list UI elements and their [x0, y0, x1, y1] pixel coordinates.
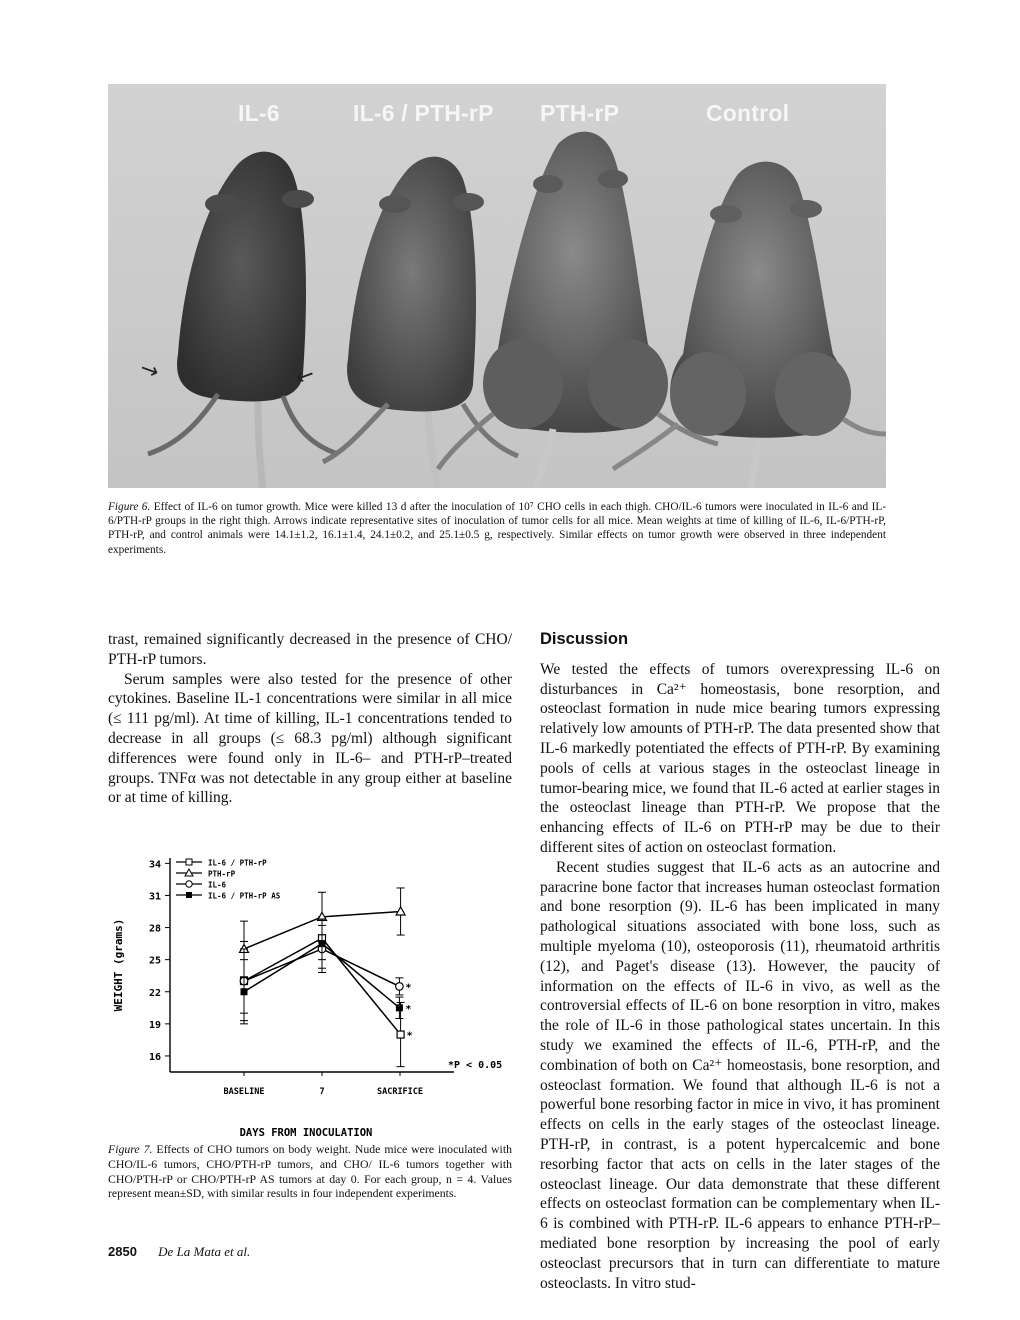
figure-7-chart	[104, 850, 524, 1140]
figure-7-caption	[108, 1142, 512, 1201]
photo-label-pthrp: PTH-rP	[540, 100, 620, 126]
left-column	[108, 630, 512, 808]
legend-label: IL-6	[208, 880, 227, 890]
y-tick-label: 22	[148, 987, 161, 999]
right-paragraph-2: Recent studies suggest that IL-6 acts as an autocrine and paracrine bone factor that increases human osteoclast formation and bone resorption (9). IL-6 has been implicated in many pathological situations associated with bone loss, such as multiple myeloma (10), osteoporosis (11), rheumatoid arthritis (12), and Paget's disease (13). However, the paucity of information on the effects of IL-6 in vivo, as well as the controversial effects of IL-6 on bone resorption in vitro, makes the role of IL-6 in those pathological states uncertain. In this study we examined the effects of IL-6, PTH-rP, and the combination of both on Ca²⁺ homeostasis, bone resorption, and osteoclast formation. We found that although IL-6 is not a powerful bone resorbing factor in mice in vivo, it has prominent effects on cells in the early stages of the osteoclast lineage. PTH-rP, in contrast, is a potent hypercalcemic and bone resorbing factor that acts on cells in the later stages of the osteoclast lineage. Our data demonstrate that these different effects on osteoclast formation can be complementary when IL-6 is combined with PTH-rP. IL-6 appears to enhance PTH-rP–mediated bone resorption by increasing the pool of early osteoclast precursors that in turn can differentiate to mature osteoclasts. In vitro stud-	[540, 858, 940, 1292]
data-point	[396, 983, 404, 991]
legend-marker	[186, 859, 192, 865]
arrow-icon: →	[136, 355, 163, 386]
y-tick-label: 25	[148, 955, 161, 967]
y-tick-label: 19	[148, 1019, 161, 1031]
right-paragraph-1: We tested the effects of tumors overexpressing IL-6 on disturbances in Ca²⁺ homeostasis, bone resorption, and osteoclast formation in nude mice bearing tumors expressing relatively low amounts of PTH-rP. The data presented show that IL-6 markedly potentiated the effects of PTH-rP. By examining pools of cells at various stages in the osteoclast lineage in tumor-bearing mice, we found that IL-6 acted at earlier stages in the osteoclast lineage than PTH-rP. We propose that the enhancing effects of IL-6 on PTH-rP may be due to their different sites of action on osteoclast formation.	[540, 660, 940, 856]
discussion-heading: Discussion	[540, 630, 629, 648]
x-axis-label: DAYS FROM INOCULATION	[239, 1127, 373, 1139]
data-point	[397, 1031, 404, 1038]
significance-star: *	[405, 982, 412, 994]
left-paragraph-1: trast, remained significantly decreased in the presence of CHO/ PTH-rP tumors.	[108, 631, 512, 668]
mouse-il6-pthrp	[323, 157, 518, 488]
photo-label-control: Control	[706, 100, 790, 126]
running-authors: De La Mata et al.	[158, 1244, 251, 1259]
significance-star: *	[406, 1030, 413, 1042]
x-tick-label: 7	[319, 1087, 325, 1097]
legend-label: IL-6 / PTH-rP AS	[208, 891, 281, 901]
figure-7-label: Figure 7.	[108, 1142, 153, 1156]
photo-label-il6-pthrp: IL-6 / PTH-rP	[353, 100, 494, 126]
legend-marker	[186, 881, 192, 887]
legend-label: IL-6 / PTH-rP	[208, 858, 267, 868]
data-point	[319, 940, 326, 947]
figure-6-photo	[108, 84, 886, 488]
legend-marker	[186, 892, 192, 898]
mouse-control	[613, 162, 886, 488]
x-tick-label: BASELINE	[223, 1087, 265, 1097]
y-tick-label: 31	[148, 891, 161, 903]
figure-6-caption	[108, 500, 886, 557]
photo-label-il6: IL-6	[238, 100, 280, 126]
arrow-icon: ←	[292, 361, 318, 392]
left-paragraph-2: Serum samples were also tested for the presence of other cytokines. Baseline IL-1 concentrations were similar in all mice (≤ 111 pg/ml). At time of killing, IL-1 concentrations tended to decrease in all groups (≤ 68.3 pg/ml) although significant differences were found only in IL-6– and PTH-rP–treated groups. TNFα was not detectable in any group either at baseline or at time of killing.	[108, 670, 512, 807]
mice-illustration	[108, 84, 886, 488]
page-footer	[108, 1244, 250, 1260]
data-point	[396, 1004, 403, 1011]
data-point	[241, 988, 248, 995]
mouse-pthrp	[438, 132, 718, 488]
legend-label: PTH-rP	[208, 869, 236, 879]
y-tick-label: 28	[148, 923, 161, 935]
figure-7-caption-text: Effects of CHO tumors on body weight. Nude mice were inoculated with CHO/IL-6 tumors, CHO/PTH-rP tumors, and CHO/ IL-6 tumors together with CHO/PTH-rP or CHO/PTH-rP AS tumors at day 0. For each group, n = 4. Values represent mean±SD, with similar results in four independent experiments.	[108, 1142, 513, 1201]
y-tick-label: 16	[148, 1051, 161, 1063]
page-number: 2850	[108, 1244, 137, 1259]
mouse-il6	[148, 152, 338, 488]
significance-note: *P < 0.05	[448, 1060, 503, 1071]
y-axis-label: WEIGHT (grams)	[112, 918, 125, 1012]
y-tick-label: 34	[148, 859, 161, 871]
significance-star: *	[405, 1003, 412, 1015]
right-column	[540, 630, 940, 1293]
figure-6-label: Figure 6.	[108, 501, 151, 513]
weight-chart-svg	[104, 850, 524, 1140]
figure-6-caption-text: Effect of IL-6 on tumor growth. Mice were killed 13 d after the inoculation of 10⁷ CHO cells in each thigh. CHO/IL-6 tumors were inoculated in IL-6 and IL-6/PTH-rP groups in the right thigh. Arrows indicate representative sites of inoculation of tumor cells for all mice. Mean weights at time of killing of IL-6, IL-6/PTH-rP, PTH-rP, and control animals were 14.1±1.2, 16.1±1.4, 24.1±0.2, and 25.1±0.5 g, respectively. Similar effects on tumor growth were observed in three independent experiments.	[108, 501, 886, 556]
x-tick-label: SACRIFICE	[376, 1087, 424, 1097]
